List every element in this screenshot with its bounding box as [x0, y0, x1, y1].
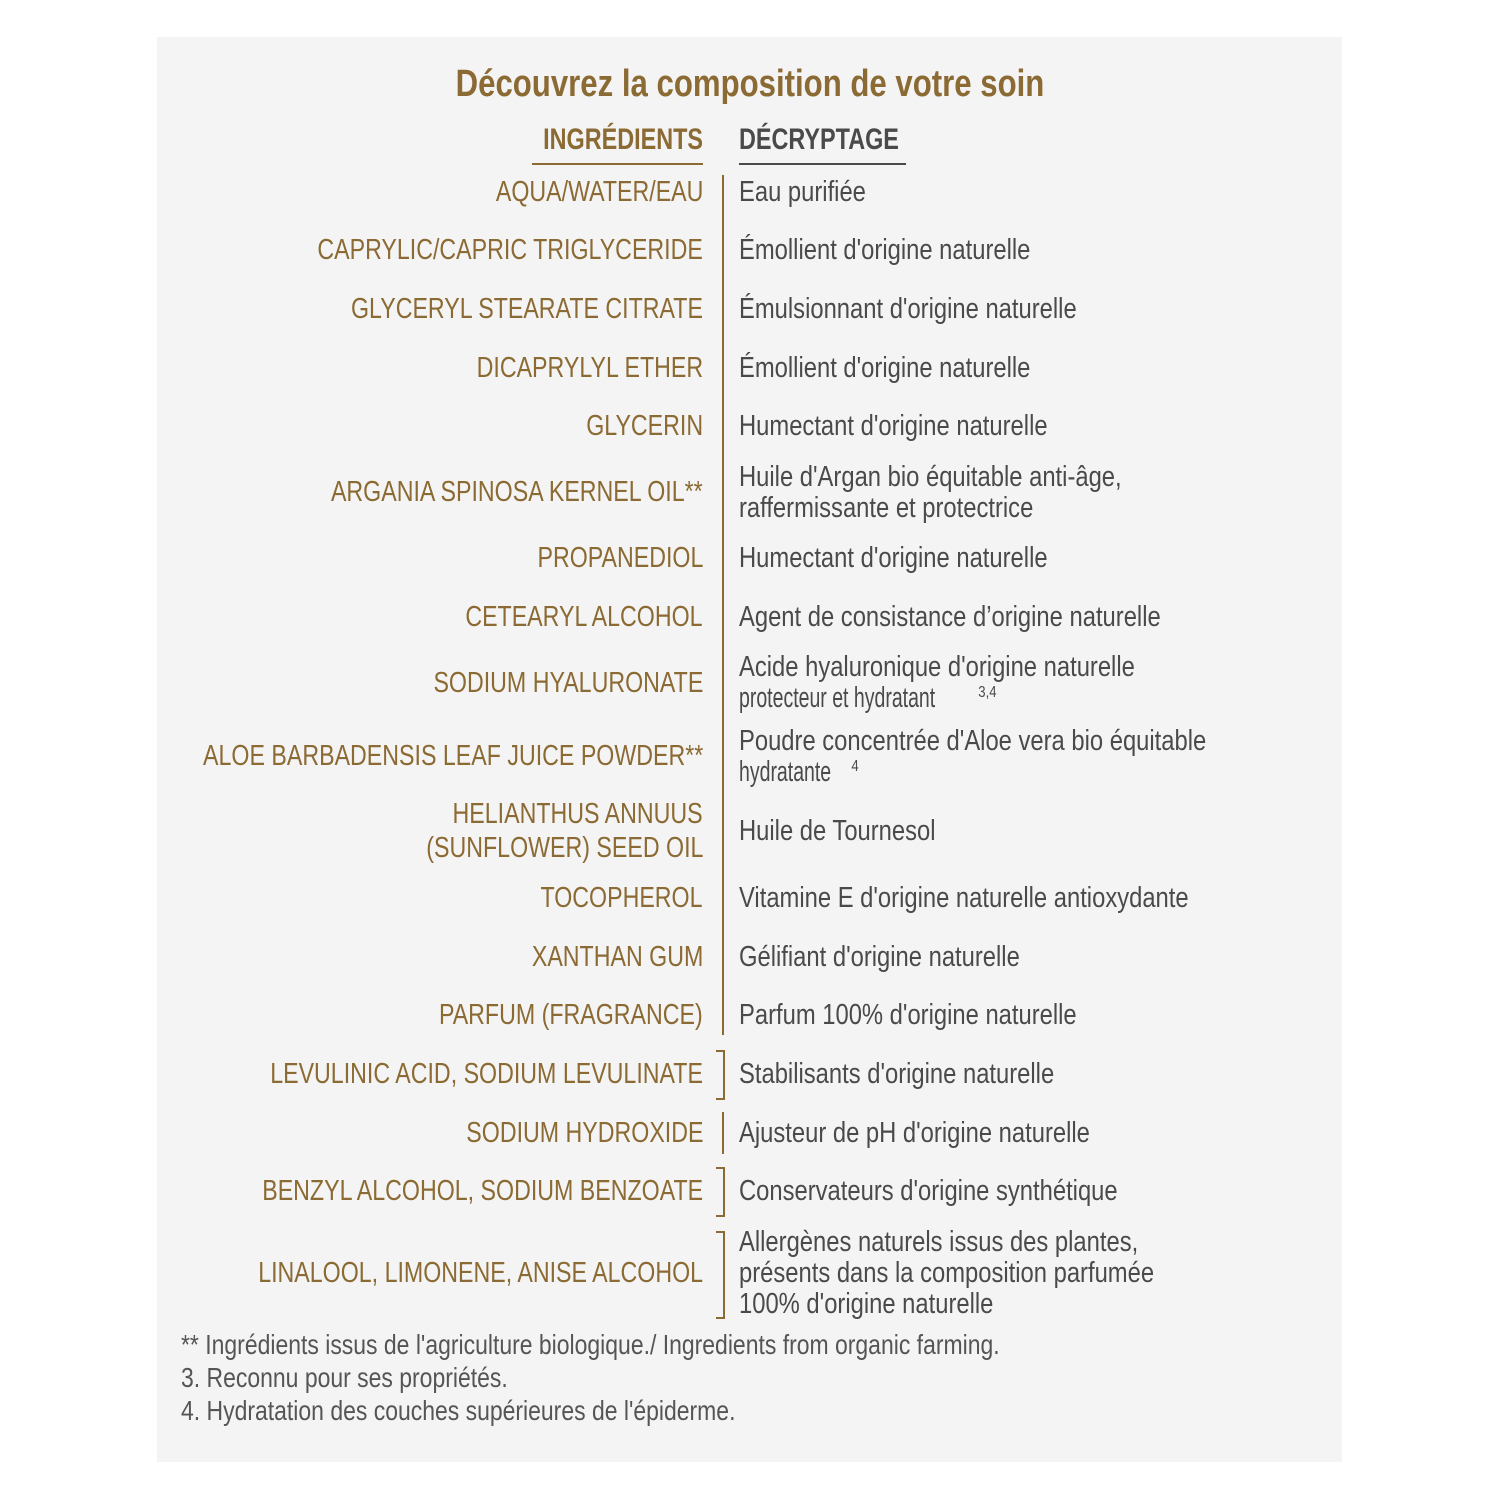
header-ingredients-underline [532, 163, 703, 165]
ingredient-name: GLYCERIN [586, 410, 703, 442]
ingredient-description-line3: 100% d'origine naturelle [739, 1288, 994, 1320]
bracket-linalool [716, 1231, 725, 1319]
ingredient-name: CETEARYL ALCOHOL [465, 601, 703, 633]
ingredient-description: Huile de Tournesol [739, 815, 936, 847]
ingredient-description: Humectant d'origine naturelle [739, 542, 1048, 574]
ingredient-description-line2: protecteur et hydratant $^{3,4}$ [739, 682, 997, 714]
ingredient-description: Émollient d'origine naturelle [739, 234, 1031, 266]
ingredient-name: PROPANEDIOL [537, 542, 703, 574]
column-divider [722, 175, 724, 1035]
bracket-levulinic [716, 1050, 725, 1100]
ingredient-description: Agent de consistance d’origine naturelle [739, 601, 1161, 633]
ingredient-name: SODIUM HYDROXIDE [465, 1117, 703, 1149]
ingredient-description-line2: hydratante $^4$ [739, 756, 859, 788]
ingredient-name: CAPRYLIC/CAPRIC TRIGLYCERIDE [317, 234, 703, 266]
bracket-benzyl [716, 1167, 725, 1217]
ingredient-description: Vitamine E d'origine naturelle antioxydante [739, 882, 1189, 914]
ingredient-name: AQUA/WATER/EAU [495, 176, 703, 208]
ingredient-description: Acide hyaluronique d'origine naturelle [739, 651, 1135, 683]
header-decryptage-underline [739, 163, 906, 165]
ingredient-description: Eau purifiée [739, 176, 866, 208]
ingredient-name: DICAPRYLYL ETHER [476, 352, 703, 384]
ingredient-description: Stabilisants d'origine naturelle [739, 1058, 1055, 1090]
ingredient-name: HELIANTHUS ANNUUS [452, 798, 703, 830]
ingredient-description: Conservateurs d'origine synthétique [739, 1175, 1118, 1207]
ingredient-name: TOCOPHEROL [540, 882, 703, 914]
ingredient-description: Émulsionnant d'origine naturelle [739, 293, 1077, 325]
ingredient-description: Humectant d'origine naturelle [739, 410, 1048, 442]
ingredient-name: PARFUM (FRAGRANCE) [439, 999, 703, 1031]
footnote-3: 3. Reconnu pour ses propriétés. [181, 1362, 508, 1393]
footnote-ref: 3,4 [978, 684, 997, 701]
ingredient-name: SODIUM HYALURONATE [433, 667, 703, 699]
ingredient-name: XANTHAN GUM [531, 941, 703, 973]
ingredient-description: Poudre concentrée d'Aloe vera bio équitable [739, 725, 1207, 757]
divider-sodium-hydroxide [722, 1112, 724, 1154]
page-title: Découvrez la composition de votre soin [455, 63, 1045, 105]
ingredient-description: Allergènes naturels issus des plantes, [739, 1226, 1139, 1258]
footnote-4: 4. Hydratation des couches supérieures de l'épiderme. [181, 1395, 736, 1426]
ingredient-name-line2: (SUNFLOWER) SEED OIL [425, 832, 703, 864]
ingredient-description: Ajusteur de pH d'origine naturelle [739, 1117, 1090, 1149]
header-ingredients: INGRÉDIENTS [543, 123, 703, 156]
footnote-ref: 4 [851, 758, 859, 775]
ingredient-description: Parfum 100% d'origine naturelle [739, 999, 1077, 1031]
ingredient-name: LINALOOL, LIMONENE, ANISE ALCOHOL [258, 1257, 703, 1289]
ingredient-name: BENZYL ALCOHOL, SODIUM BENZOATE [262, 1175, 703, 1207]
footnote-organic: ** Ingrédients issus de l'agriculture biologique./ Ingredients from organic farming. [181, 1329, 1000, 1360]
ingredient-name: ALOE BARBADENSIS LEAF JUICE POWDER** [202, 740, 703, 772]
ingredient-description-line2: raffermissante et protectrice [739, 492, 1034, 524]
ingredient-description: Huile d'Argan bio équitable anti-âge, [739, 461, 1122, 493]
ingredient-name: ARGANIA SPINOSA KERNEL OIL** [331, 476, 703, 508]
ingredient-name: LEVULINIC ACID, SODIUM LEVULINATE [270, 1058, 703, 1090]
ingredient-description: Émollient d'origine naturelle [739, 352, 1031, 384]
header-decryptage: DÉCRYPTAGE [739, 123, 899, 156]
ingredient-description: Gélifiant d'origine naturelle [739, 941, 1020, 973]
ingredient-name: GLYCERYL STEARATE CITRATE [351, 293, 703, 325]
ingredient-description-line2: présents dans la composition parfumée [739, 1257, 1155, 1289]
